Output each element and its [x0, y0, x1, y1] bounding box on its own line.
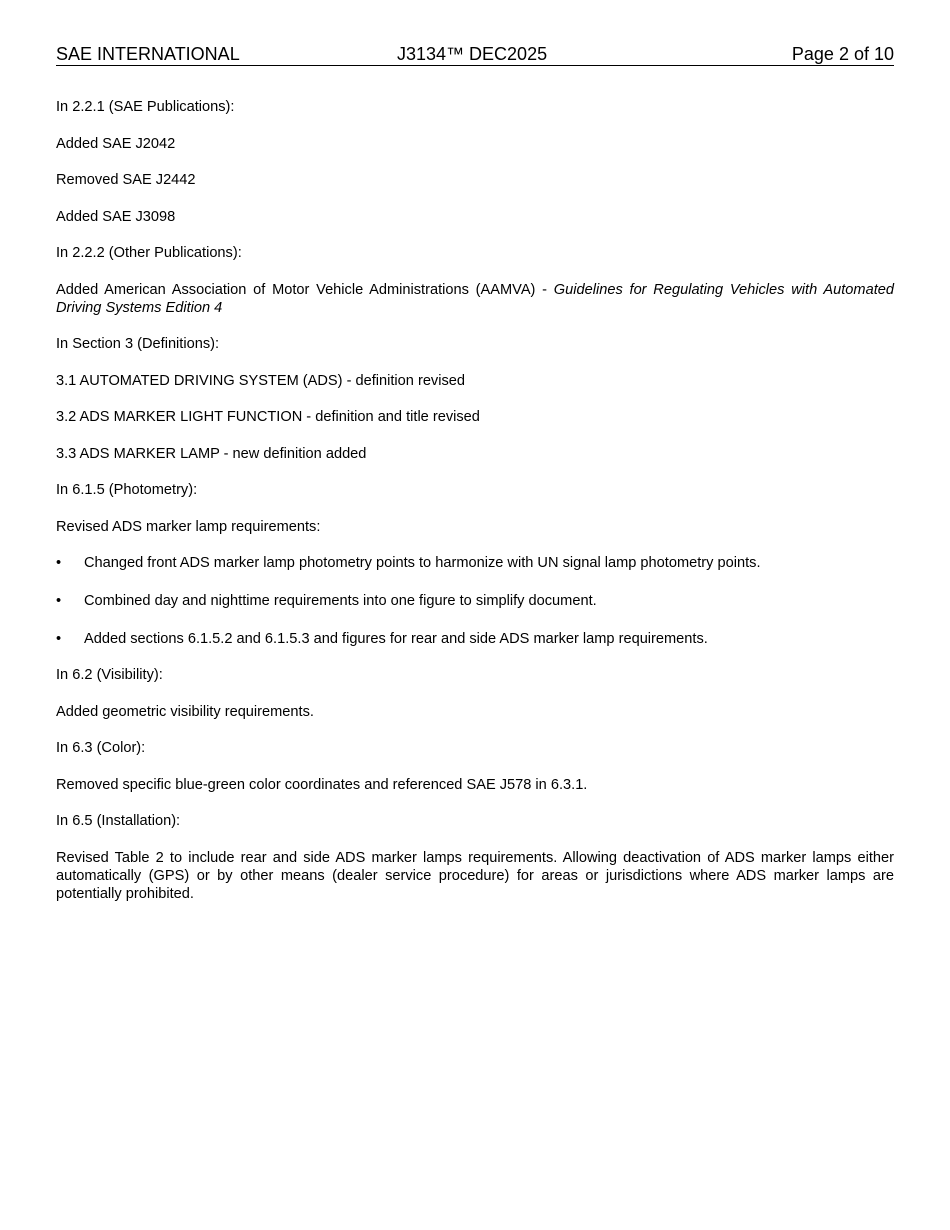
- list-item-text: Combined day and nighttime requirements into one figure to simplify document.: [84, 593, 597, 609]
- list-item-text: Changed front ADS marker lamp photometry points to harmonize with UN signal lamp photometry points.: [84, 555, 761, 571]
- paragraph-color-heading: In 6.3 (Color):: [56, 740, 146, 756]
- paragraph-removed-j2442: Removed SAE J2442: [56, 172, 196, 188]
- paragraph-definition-3-1: 3.1 AUTOMATED DRIVING SYSTEM (ADS) - definition revised: [56, 372, 466, 389]
- bullet-dot-icon: •: [56, 593, 62, 609]
- bullet-dot-icon: •: [56, 555, 62, 571]
- bullet-dot-icon: •: [56, 631, 62, 647]
- header-page-number: Page 2 of 10: [791, 44, 894, 64]
- list-item: [56, 554, 894, 572]
- paragraph-added-aamva: [56, 281, 894, 317]
- paragraph-sae-publications-heading: In 2.2.1 (SAE Publications):: [56, 99, 235, 115]
- paragraph-definition-3-3: 3.3 ADS MARKER LAMP - new definition added: [56, 445, 367, 462]
- bullet-list: [56, 554, 894, 648]
- aamva-text: Added American Association of Motor Vehicle Administrations (AAMVA) -: [56, 281, 554, 298]
- paragraph-installation-change: Revised Table 2 to include rear and side ADS marker lamps requirements. Allowing deactivation of ADS marker lamps either automatically (GPS) or by other means (dealer service procedure) for areas or jurisdictions where ADS marker lamps are potentially prohibited.: [56, 849, 894, 902]
- paragraph-photometry-heading: In 6.1.5 (Photometry):: [56, 482, 198, 498]
- header-organization: SAE INTERNATIONAL: [56, 44, 240, 64]
- header-document-id: J3134™ DEC2025: [397, 44, 548, 64]
- aamva-guideline-title: Guidelines for Regulating Vehicles with Automated Driving Systems Edition 4: [56, 281, 894, 316]
- document-body: [56, 98, 894, 921]
- paragraph-definitions-heading: In Section 3 (Definitions):: [56, 336, 220, 352]
- paragraph-definition-3-2: 3.2 ADS MARKER LIGHT FUNCTION - definition and title revised: [56, 409, 480, 425]
- page-header: [56, 43, 894, 66]
- paragraph-added-j3098: Added SAE J3098: [56, 208, 176, 225]
- paragraph-visibility-change: Added geometric visibility requirements.: [56, 703, 314, 720]
- list-item: [56, 630, 894, 648]
- paragraph-color-change: Removed specific blue-green color coordinates and referenced SAE J578 in 6.3.1.: [56, 776, 588, 793]
- list-item: [56, 592, 894, 610]
- paragraph-visibility-heading: In 6.2 (Visibility):: [56, 667, 163, 683]
- paragraph-revised-requirements: Revised ADS marker lamp requirements:: [56, 518, 321, 535]
- paragraph-added-j2042: Added SAE J2042: [56, 135, 176, 152]
- list-item-text: Added sections 6.1.5.2 and 6.1.5.3 and figures for rear and side ADS marker lamp requirements.: [84, 631, 708, 647]
- paragraph-installation-heading: In 6.5 (Installation):: [56, 813, 181, 829]
- paragraph-other-publications-heading: In 2.2.2 (Other Publications):: [56, 245, 242, 261]
